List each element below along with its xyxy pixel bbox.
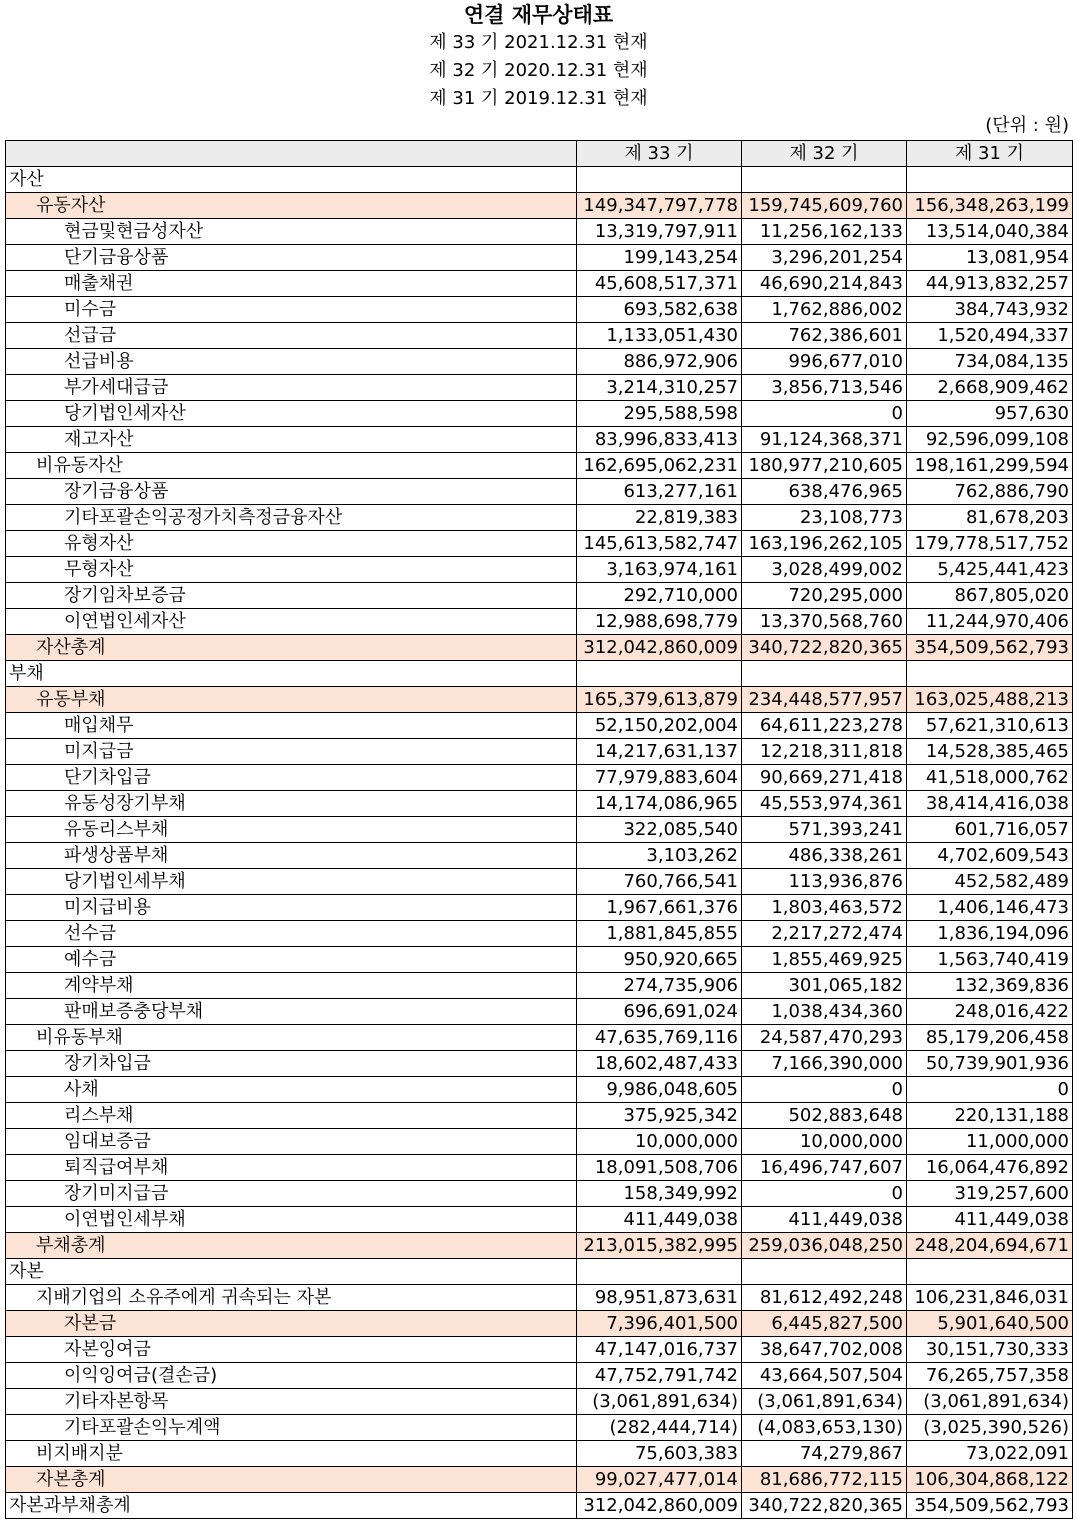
amount-cell: 0 — [742, 401, 907, 427]
table-row — [6, 1233, 1073, 1259]
amount-cell: 46,690,214,843 — [742, 271, 907, 297]
amount-cell: 99,027,477,014 — [577, 1467, 742, 1493]
table-row — [6, 765, 1073, 791]
account-label: 자본 — [6, 1259, 577, 1285]
account-label: 단기차입금 — [6, 765, 577, 791]
amount-cell: 295,588,598 — [577, 401, 742, 427]
amount-cell: 162,695,062,231 — [577, 453, 742, 479]
amount-cell: 0 — [907, 1077, 1073, 1103]
amount-cell: 1,038,434,360 — [742, 999, 907, 1025]
amount-cell: 14,528,385,465 — [907, 739, 1073, 765]
table-row — [6, 583, 1073, 609]
amount-cell — [742, 661, 907, 687]
amount-cell: 83,996,833,413 — [577, 427, 742, 453]
amount-cell: 4,702,609,543 — [907, 843, 1073, 869]
table-row — [6, 1337, 1073, 1363]
account-label: 퇴직급여부채 — [6, 1155, 577, 1181]
table-row — [6, 219, 1073, 245]
amount-cell: 10,000,000 — [577, 1129, 742, 1155]
account-label: 장기미지급금 — [6, 1181, 577, 1207]
amount-cell: 9,986,048,605 — [577, 1077, 742, 1103]
amount-cell: 81,686,772,115 — [742, 1467, 907, 1493]
amount-cell: 996,677,010 — [742, 349, 907, 375]
table-row — [6, 193, 1073, 219]
account-label: 부가세대급금 — [6, 375, 577, 401]
amount-cell: 52,150,202,004 — [577, 713, 742, 739]
amount-cell — [577, 167, 742, 193]
account-label: 자본잉여금 — [6, 1337, 577, 1363]
amount-cell: 3,856,713,546 — [742, 375, 907, 401]
period-prior-2: 제 31 기 2019.12.31 현재 — [429, 88, 648, 109]
account-label: 임대보증금 — [6, 1129, 577, 1155]
amount-cell: 340,722,820,365 — [742, 635, 907, 661]
table-row — [6, 843, 1073, 869]
amount-cell: 234,448,577,957 — [742, 687, 907, 713]
amount-cell: 145,613,582,747 — [577, 531, 742, 557]
amount-cell: (4,083,653,130) — [742, 1415, 907, 1441]
amount-cell: 77,979,883,604 — [577, 765, 742, 791]
amount-cell: 3,103,262 — [577, 843, 742, 869]
table-row — [6, 999, 1073, 1025]
amount-cell: 7,396,401,500 — [577, 1311, 742, 1337]
amount-cell: 163,025,488,213 — [907, 687, 1073, 713]
table-row — [6, 557, 1073, 583]
period-current: 제 33 기 2021.12.31 현재 — [429, 32, 648, 53]
amount-cell: 375,925,342 — [577, 1103, 742, 1129]
amount-cell: 41,518,000,762 — [907, 765, 1073, 791]
amount-cell: 601,716,057 — [907, 817, 1073, 843]
account-label: 매출채권 — [6, 271, 577, 297]
account-label: 현금및현금성자산 — [6, 219, 577, 245]
amount-cell: 198,161,299,594 — [907, 453, 1073, 479]
account-label: 유형자산 — [6, 531, 577, 557]
table-row — [6, 1207, 1073, 1233]
account-label: 이연법인세자산 — [6, 609, 577, 635]
table-row — [6, 505, 1073, 531]
amount-cell: 762,886,790 — [907, 479, 1073, 505]
amount-cell: 3,214,310,257 — [577, 375, 742, 401]
amount-cell: 13,319,797,911 — [577, 219, 742, 245]
amount-cell: 165,379,613,879 — [577, 687, 742, 713]
table-row — [6, 869, 1073, 895]
account-label: 자산총계 — [6, 635, 577, 661]
account-label: 지배기업의 소유주에게 귀속되는 자본 — [6, 1285, 577, 1311]
account-label: 부채 — [6, 661, 577, 687]
amount-cell: 22,819,383 — [577, 505, 742, 531]
table-row — [6, 661, 1073, 687]
amount-cell: 301,065,182 — [742, 973, 907, 999]
account-label: 자산 — [6, 167, 577, 193]
amount-cell: 81,612,492,248 — [742, 1285, 907, 1311]
account-label: 미수금 — [6, 297, 577, 323]
table-row — [6, 1493, 1073, 1519]
amount-cell: 18,602,487,433 — [577, 1051, 742, 1077]
account-label: 파생상품부채 — [6, 843, 577, 869]
table-row — [6, 713, 1073, 739]
balance-sheet-table — [5, 140, 1073, 1519]
amount-cell: 13,370,568,760 — [742, 609, 907, 635]
statement-title: 연결 재무상태표 — [463, 3, 614, 27]
table-row — [6, 349, 1073, 375]
amount-cell: 179,778,517,752 — [907, 531, 1073, 557]
amount-cell: 45,553,974,361 — [742, 791, 907, 817]
amount-cell: 354,509,562,793 — [907, 1493, 1073, 1519]
amount-cell: 45,608,517,371 — [577, 271, 742, 297]
amount-cell: 199,143,254 — [577, 245, 742, 271]
account-label: 기타포괄손익누계액 — [6, 1415, 577, 1441]
amount-cell: 43,664,507,504 — [742, 1363, 907, 1389]
amount-cell: 158,349,992 — [577, 1181, 742, 1207]
account-label: 기타포괄손익공정가치측정금융자산 — [6, 505, 577, 531]
amount-cell: 3,163,974,161 — [577, 557, 742, 583]
account-label: 미지급비용 — [6, 895, 577, 921]
amount-cell: 411,449,038 — [577, 1207, 742, 1233]
amount-cell: 13,081,954 — [907, 245, 1073, 271]
amount-cell: 57,621,310,613 — [907, 713, 1073, 739]
amount-cell: 74,279,867 — [742, 1441, 907, 1467]
account-label: 자본총계 — [6, 1467, 577, 1493]
table-row — [6, 1181, 1073, 1207]
amount-cell: 16,064,476,892 — [907, 1155, 1073, 1181]
amount-cell: (3,061,891,634) — [577, 1389, 742, 1415]
table-row — [6, 947, 1073, 973]
amount-cell: (3,025,390,526) — [907, 1415, 1073, 1441]
table-row — [6, 1103, 1073, 1129]
account-label: 계약부채 — [6, 973, 577, 999]
amount-cell: 0 — [742, 1077, 907, 1103]
amount-cell: 411,449,038 — [907, 1207, 1073, 1233]
amount-cell — [742, 1259, 907, 1285]
amount-cell: 47,147,016,737 — [577, 1337, 742, 1363]
amount-cell: 213,015,382,995 — [577, 1233, 742, 1259]
account-label: 판매보증충당부채 — [6, 999, 577, 1025]
amount-cell: 156,348,263,199 — [907, 193, 1073, 219]
amount-cell: 14,174,086,965 — [577, 791, 742, 817]
period-prior: 제 32 기 2020.12.31 현재 — [429, 60, 648, 81]
amount-cell: 75,603,383 — [577, 1441, 742, 1467]
table-row — [6, 609, 1073, 635]
amount-cell: 38,647,702,008 — [742, 1337, 907, 1363]
amount-cell: 1,563,740,419 — [907, 947, 1073, 973]
table-row — [6, 245, 1073, 271]
amount-cell: 2,217,272,474 — [742, 921, 907, 947]
account-label: 유동리스부채 — [6, 817, 577, 843]
account-label: 당기법인세자산 — [6, 401, 577, 427]
account-label: 장기차입금 — [6, 1051, 577, 1077]
table-row — [6, 1077, 1073, 1103]
amount-cell: 47,635,769,116 — [577, 1025, 742, 1051]
amount-cell: 16,496,747,607 — [742, 1155, 907, 1181]
amount-cell: 1,803,463,572 — [742, 895, 907, 921]
amount-cell: 259,036,048,250 — [742, 1233, 907, 1259]
amount-cell: 720,295,000 — [742, 583, 907, 609]
table-row — [6, 1415, 1073, 1441]
amount-cell: 452,582,489 — [907, 869, 1073, 895]
amount-cell: 3,028,499,002 — [742, 557, 907, 583]
account-label: 매입채무 — [6, 713, 577, 739]
amount-cell: 312,042,860,009 — [577, 635, 742, 661]
table-row — [6, 1467, 1073, 1493]
amount-cell: 638,476,965 — [742, 479, 907, 505]
table-row — [6, 973, 1073, 999]
account-label: 예수금 — [6, 947, 577, 973]
account-label: 재고자산 — [6, 427, 577, 453]
amount-cell: 1,855,469,925 — [742, 947, 907, 973]
amount-cell: 159,745,609,760 — [742, 193, 907, 219]
account-label: 비지배지분 — [6, 1441, 577, 1467]
amount-cell: 76,265,757,358 — [907, 1363, 1073, 1389]
balance-sheet-body — [6, 141, 1073, 1519]
table-row — [6, 1441, 1073, 1467]
table-row — [6, 297, 1073, 323]
table-row — [6, 1051, 1073, 1077]
account-label: 단기금융상품 — [6, 245, 577, 271]
amount-cell: 762,386,601 — [742, 323, 907, 349]
amount-cell: 10,000,000 — [742, 1129, 907, 1155]
amount-cell: 292,710,000 — [577, 583, 742, 609]
amount-cell — [577, 1259, 742, 1285]
amount-cell: 354,509,562,793 — [907, 635, 1073, 661]
table-row — [6, 1285, 1073, 1311]
amount-cell: 1,836,194,096 — [907, 921, 1073, 947]
table-row — [6, 1389, 1073, 1415]
amount-cell: 1,520,494,337 — [907, 323, 1073, 349]
account-label: 비유동자산 — [6, 453, 577, 479]
amount-cell: 13,514,040,384 — [907, 219, 1073, 245]
account-label: 리스부채 — [6, 1103, 577, 1129]
amount-cell: 384,743,932 — [907, 297, 1073, 323]
amount-cell: 11,244,970,406 — [907, 609, 1073, 635]
account-label: 선급금 — [6, 323, 577, 349]
amount-cell: 12,988,698,779 — [577, 609, 742, 635]
amount-cell: 957,630 — [907, 401, 1073, 427]
table-row — [6, 895, 1073, 921]
account-label: 사채 — [6, 1077, 577, 1103]
account-label: 유동부채 — [6, 687, 577, 713]
table-row — [6, 479, 1073, 505]
table-row — [6, 401, 1073, 427]
table-row — [6, 635, 1073, 661]
table-row — [6, 817, 1073, 843]
amount-cell: 92,596,099,108 — [907, 427, 1073, 453]
amount-cell: 340,722,820,365 — [742, 1493, 907, 1519]
amount-cell: 312,042,860,009 — [577, 1493, 742, 1519]
account-label: 부채총계 — [6, 1233, 577, 1259]
table-row — [6, 791, 1073, 817]
amount-cell: (282,444,714) — [577, 1415, 742, 1441]
table-row — [6, 739, 1073, 765]
amount-cell: 1,967,661,376 — [577, 895, 742, 921]
column-header-account — [6, 141, 577, 167]
amount-cell: 113,936,876 — [742, 869, 907, 895]
table-row — [6, 1129, 1073, 1155]
amount-cell: 5,425,441,423 — [907, 557, 1073, 583]
amount-cell — [742, 167, 907, 193]
amount-cell: 274,735,906 — [577, 973, 742, 999]
amount-cell: 248,016,422 — [907, 999, 1073, 1025]
amount-cell: 98,951,873,631 — [577, 1285, 742, 1311]
amount-cell — [577, 661, 742, 687]
amount-cell: 18,091,508,706 — [577, 1155, 742, 1181]
account-label: 이연법인세부채 — [6, 1207, 577, 1233]
table-row — [6, 375, 1073, 401]
amount-cell: 11,256,162,133 — [742, 219, 907, 245]
amount-cell: 867,805,020 — [907, 583, 1073, 609]
account-label: 장기금융상품 — [6, 479, 577, 505]
column-header-row — [6, 141, 1073, 167]
amount-cell: 1,133,051,430 — [577, 323, 742, 349]
amount-cell: 1,406,146,473 — [907, 895, 1073, 921]
account-label: 기타자본항목 — [6, 1389, 577, 1415]
account-label: 당기법인세부채 — [6, 869, 577, 895]
amount-cell: 7,166,390,000 — [742, 1051, 907, 1077]
amount-cell: 613,277,161 — [577, 479, 742, 505]
amount-cell: 2,668,909,462 — [907, 375, 1073, 401]
amount-cell: 50,739,901,936 — [907, 1051, 1073, 1077]
account-label: 장기임차보증금 — [6, 583, 577, 609]
account-label: 선수금 — [6, 921, 577, 947]
table-row — [6, 271, 1073, 297]
table-row — [6, 531, 1073, 557]
table-row — [6, 1311, 1073, 1337]
amount-cell: 12,218,311,818 — [742, 739, 907, 765]
amount-cell: 502,883,648 — [742, 1103, 907, 1129]
amount-cell: 220,131,188 — [907, 1103, 1073, 1129]
amount-cell: 693,582,638 — [577, 297, 742, 323]
table-row — [6, 1155, 1073, 1181]
column-header-fy32: 제 32 기 — [742, 141, 907, 167]
account-label: 자본금 — [6, 1311, 577, 1337]
amount-cell: 90,669,271,418 — [742, 765, 907, 791]
amount-cell: 886,972,906 — [577, 349, 742, 375]
account-label: 무형자산 — [6, 557, 577, 583]
amount-cell: 11,000,000 — [907, 1129, 1073, 1155]
amount-cell: 248,204,694,671 — [907, 1233, 1073, 1259]
amount-cell: 24,587,470,293 — [742, 1025, 907, 1051]
amount-cell: 1,881,845,855 — [577, 921, 742, 947]
amount-cell: 322,085,540 — [577, 817, 742, 843]
amount-cell: 81,678,203 — [907, 505, 1073, 531]
amount-cell — [907, 661, 1073, 687]
amount-cell: 73,022,091 — [907, 1441, 1073, 1467]
amount-cell: 106,304,868,122 — [907, 1467, 1073, 1493]
amount-cell: 696,691,024 — [577, 999, 742, 1025]
amount-cell: 132,369,836 — [907, 973, 1073, 999]
amount-cell: 486,338,261 — [742, 843, 907, 869]
column-header-fy33: 제 33 기 — [577, 141, 742, 167]
amount-cell: 38,414,416,038 — [907, 791, 1073, 817]
amount-cell: 180,977,210,605 — [742, 453, 907, 479]
amount-cell: 734,084,135 — [907, 349, 1073, 375]
account-label: 이익잉여금(결손금) — [6, 1363, 577, 1389]
column-header-fy31: 제 31 기 — [907, 141, 1073, 167]
amount-cell — [907, 1259, 1073, 1285]
table-row — [6, 921, 1073, 947]
amount-cell: (3,061,891,634) — [742, 1389, 907, 1415]
account-label: 자본과부채총계 — [6, 1493, 577, 1519]
amount-cell — [907, 167, 1073, 193]
amount-cell: 760,766,541 — [577, 869, 742, 895]
account-label: 유동성장기부채 — [6, 791, 577, 817]
amount-cell: 163,196,262,105 — [742, 531, 907, 557]
amount-cell: 0 — [742, 1181, 907, 1207]
amount-cell: 950,920,665 — [577, 947, 742, 973]
amount-cell: 64,611,223,278 — [742, 713, 907, 739]
amount-cell: 571,393,241 — [742, 817, 907, 843]
amount-cell: 6,445,827,500 — [742, 1311, 907, 1337]
amount-cell: 85,179,206,458 — [907, 1025, 1073, 1051]
amount-cell: 30,151,730,333 — [907, 1337, 1073, 1363]
amount-cell: 3,296,201,254 — [742, 245, 907, 271]
amount-cell: 44,913,832,257 — [907, 271, 1073, 297]
table-row — [6, 323, 1073, 349]
amount-cell: 319,257,600 — [907, 1181, 1073, 1207]
amount-cell: 149,347,797,778 — [577, 193, 742, 219]
amount-cell: 47,752,791,742 — [577, 1363, 742, 1389]
table-row — [6, 167, 1073, 193]
table-row — [6, 1025, 1073, 1051]
amount-cell: 411,449,038 — [742, 1207, 907, 1233]
account-label: 미지급금 — [6, 739, 577, 765]
amount-cell: 23,108,773 — [742, 505, 907, 531]
table-row — [6, 453, 1073, 479]
account-label: 비유동부채 — [6, 1025, 577, 1051]
statement-header — [0, 0, 1077, 113]
amount-cell: (3,061,891,634) — [907, 1389, 1073, 1415]
amount-cell: 14,217,631,137 — [577, 739, 742, 765]
unit-label: (단위 : 원) — [985, 115, 1069, 136]
amount-cell: 91,124,368,371 — [742, 427, 907, 453]
table-row — [6, 1363, 1073, 1389]
table-row — [6, 1259, 1073, 1285]
account-label: 유동자산 — [6, 193, 577, 219]
table-row — [6, 687, 1073, 713]
account-label: 선급비용 — [6, 349, 577, 375]
amount-cell: 106,231,846,031 — [907, 1285, 1073, 1311]
amount-cell: 5,901,640,500 — [907, 1311, 1073, 1337]
amount-cell: 1,762,886,002 — [742, 297, 907, 323]
table-row — [6, 427, 1073, 453]
